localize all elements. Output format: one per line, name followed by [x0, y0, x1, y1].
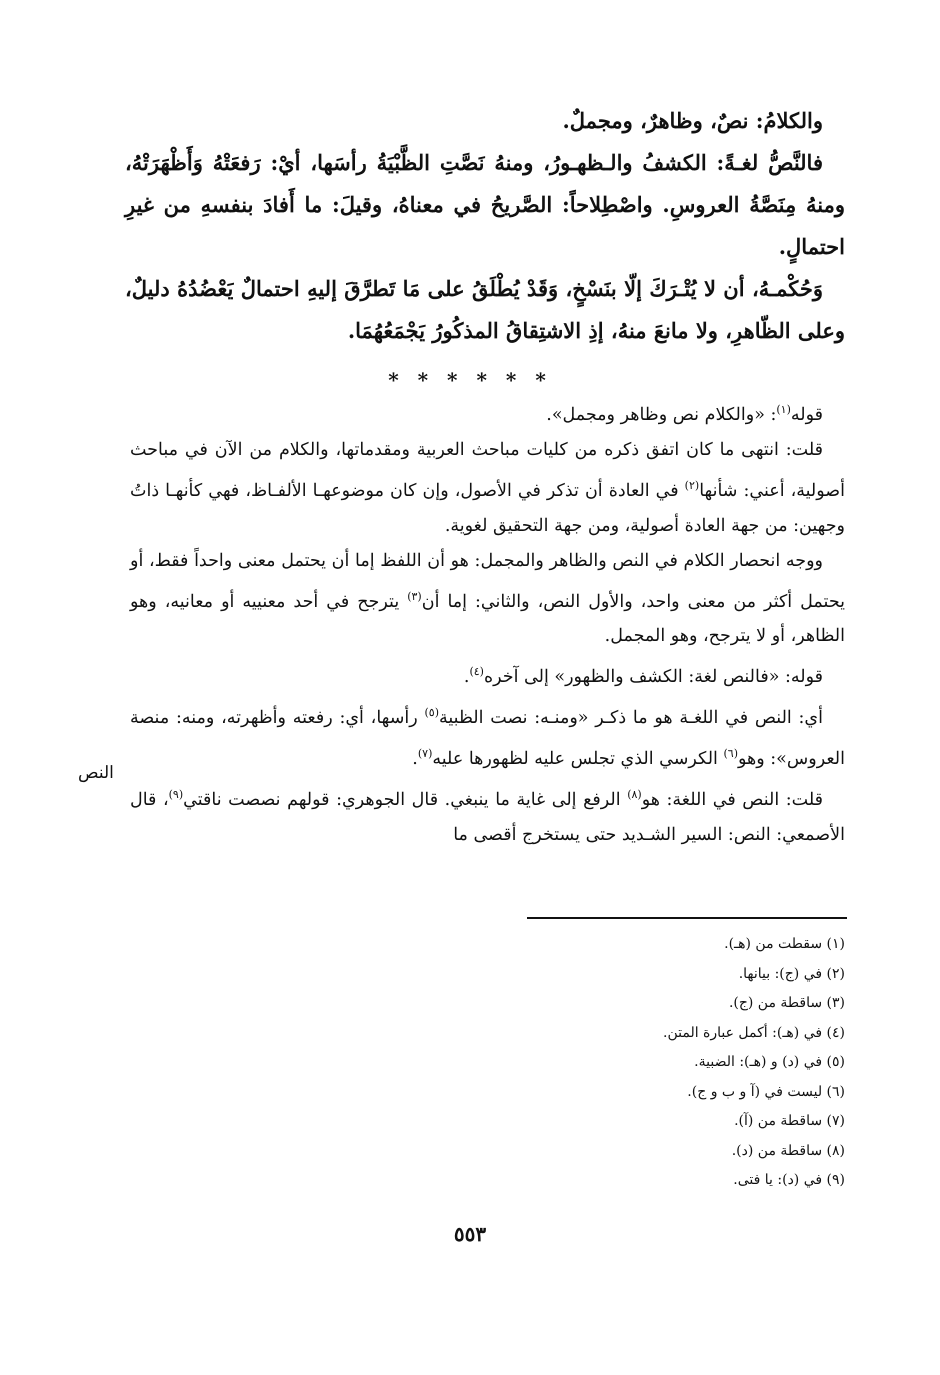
- paragraph-4-part-c: ، قال الأصمعي: النص: السير الشـديد حتى يستخرج أقصى ما: [130, 789, 845, 845]
- commentary-paragraph-2: [130, 544, 845, 655]
- quote-1-text: : «والكلام نص وظاهر ومجمل».: [546, 404, 777, 425]
- footnote: (٤) في (هـ): أكمل عبارة المتن.: [663, 1024, 845, 1041]
- paragraph-4-part-b: الرفع إلى غاية ما ينبغي. قال الجوهري: قولهم نصصت ناقتي: [183, 789, 628, 810]
- footnote: (٢) في (ج): بيانها.: [738, 965, 845, 982]
- footnote-ref-1: (١): [776, 403, 791, 416]
- footnote-ref-4: (٤): [469, 665, 484, 679]
- section-separator-stars: * * * * * *: [388, 368, 552, 392]
- footnote: (٧) ساقطة من (آ).: [734, 1113, 845, 1129]
- footnote: (٩) في (د): يا فتى.: [733, 1172, 845, 1188]
- paragraph-3-part-d: .: [412, 748, 418, 769]
- matn-text: [125, 100, 845, 352]
- footnote-ref-7: (٧): [417, 747, 433, 761]
- footnote: (٥) في (د) و (هـ): الضبية.: [694, 1054, 845, 1070]
- quote-2-end: .: [463, 667, 470, 688]
- commentary-quote-2: [130, 654, 845, 695]
- matn-line-1: والكلامُ: نصٌ، وظاهرٌ، ومجملٌ.: [562, 108, 823, 133]
- footnote-divider: [527, 917, 847, 919]
- footnote: (٦) ليست في (آ و ب و ج).: [687, 1083, 845, 1100]
- paragraph-1-part-a: قلت: انتهى ما كان اتفق ذكره من كليات مباحث العربية ومقدماتها، والكلام من الآن في مباحث أصولية، أعني: شأنها: [130, 439, 845, 501]
- paragraph-3-part-a: أي: النص في اللغـة هو ما ذكـر «ومنـه: نصت الظبية: [439, 708, 823, 729]
- commentary-quote-1: [130, 392, 845, 433]
- matn-paragraph-2: فالنَّصُّ لغـةً: الكشفُ والـظهـورُ، ومنهُ نَصَّتِ الظَّبْيَةُ رأسَها، أيْ: رَفعَتْهُ وَأَظْهَرَتْهُ، ومنهُ مِنَصَّةُ العروسِ. واصْطِلاحاً: الصَّريحُ في معناهُ، وقيلَ: ما أَفادَ بنفسهِ من غيرِ احتمالٍ.: [125, 150, 845, 259]
- footnote-ref-6: (٦): [723, 747, 738, 761]
- quote-2-text: قوله: «فالنص لغة: الكشف والظهور» إلى آخره: [483, 667, 823, 688]
- commentary-paragraph-1: [130, 433, 845, 544]
- page-number: ٥٥٣: [453, 1222, 487, 1246]
- footnote: (١) سقطت من (هـ).: [724, 936, 845, 952]
- paragraph-2-part-b: يترجح في أحد معنييه أو معانيه، وهو الظاهر، أو لا يترجح، وهو المجمل.: [130, 591, 845, 647]
- footnote: (٨) ساقطة من (د).: [731, 1142, 845, 1159]
- paragraph-3-part-b: رأسها، أي: رفعته وأظهرته، ومنه: منصة العروس»: وهو: [130, 708, 845, 769]
- matn-paragraph-3: وَحُكْمـهُ، أن لا يُتْـرَكَ إلّا بنَسْخٍ، وَقَدْ يُطْلَقُ على مَا تَطرَّقَ إليهِ احتمالٌ يَعْضُدُهُ دليلٌ، وعلى الظّاهرِ، ولا مانعَ منهُ، إذِ الاشتِقاقُ المذكُورُ يَجْمَعُهُمَا.: [125, 276, 845, 343]
- paragraph-3-part-c: الكرسي الذي تجلس عليه لظهورها عليه: [432, 748, 724, 769]
- paragraph-1-part-b: في العادة أن تذكر في الأصول، وإن كان موضوعهـا الألفـاظ، فهي كأنهـا ذاتُ وجهين: من جهة العادة أصولية، ومن جهة التحقيق لغوية.: [130, 480, 845, 536]
- quote-1-prefix: قوله: [790, 404, 823, 425]
- footnotes: [445, 930, 845, 1196]
- commentary-paragraph-4: [130, 777, 845, 853]
- footnote-ref-8: (٨): [627, 787, 642, 801]
- footnote: (٣) ساقطة من (ج).: [728, 995, 845, 1011]
- commentary-paragraph-3: [130, 695, 845, 777]
- footnote-ref-3: (٣): [407, 589, 422, 603]
- paragraph-4-part-a: قلت: النص في اللغة: هو: [641, 789, 824, 810]
- footnote-ref-2: (٢): [684, 478, 700, 492]
- paragraph-2-part-a: ووجه انحصار الكلام في النص والظاهر والمجمل: هو أن اللفظ إما أن يحتمل معنى واحداً فقط، أو يحتمل أكثر من معنى واحد، والأول النص، والثاني: إما أن: [130, 550, 845, 612]
- footnote-ref-9: (٩): [168, 787, 184, 801]
- footnote-ref-5: (٥): [424, 706, 439, 720]
- margin-keyword: النص: [78, 763, 114, 783]
- commentary-text: [130, 392, 845, 853]
